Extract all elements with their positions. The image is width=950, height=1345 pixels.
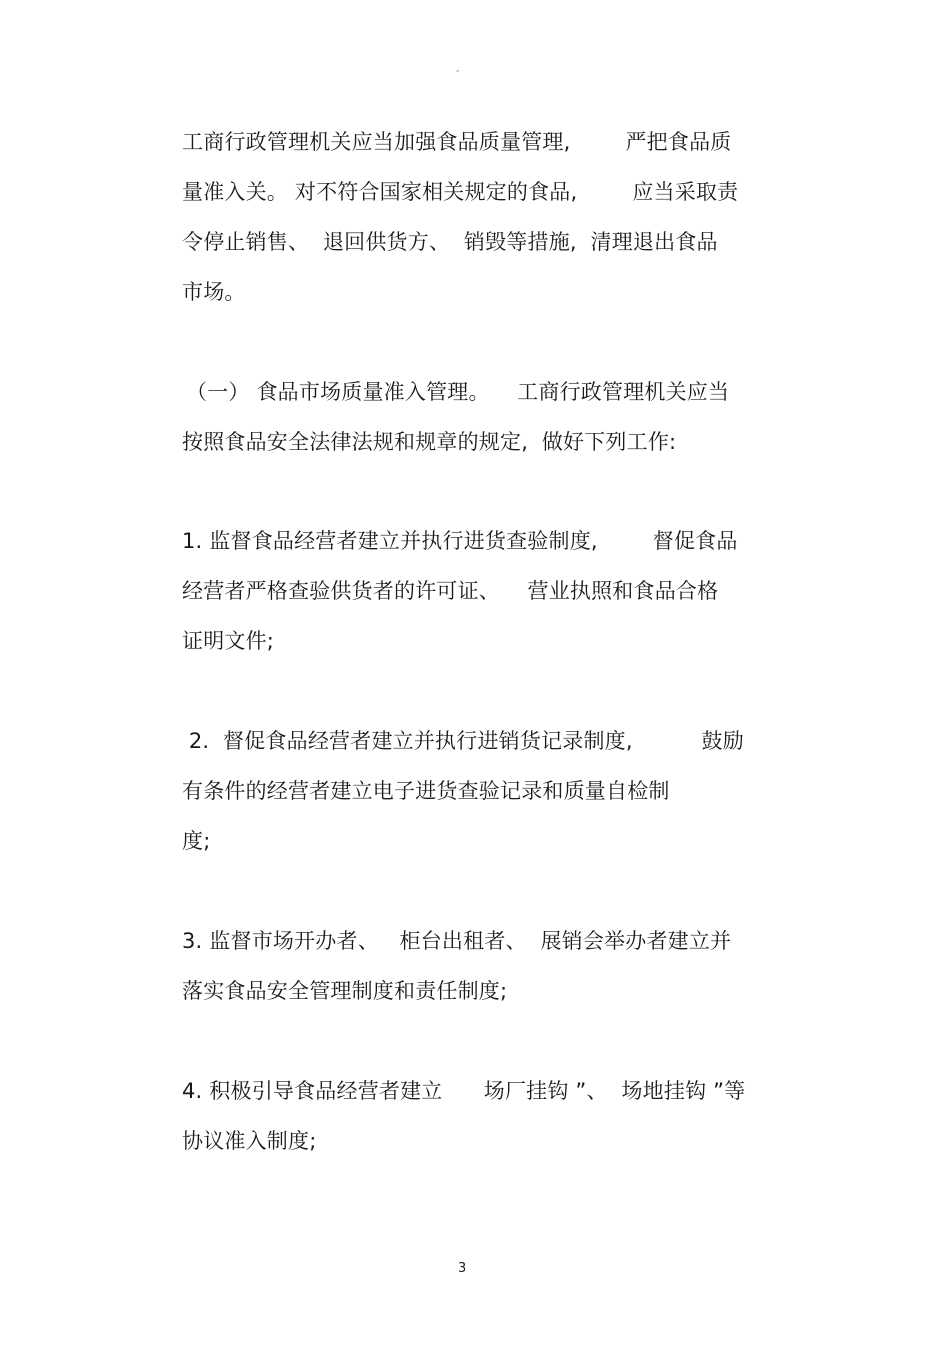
list-item-line: 3. 监督市场开办者、 柜台出租者、 展销会举办者建立并	[182, 929, 732, 953]
text-line: 工商行政管理机关应当加强食品质量管理, 严把食品质	[182, 130, 732, 154]
list-item-line: 1. 监督食品经营者建立并执行进货查验制度, 督促食品	[182, 529, 738, 553]
text-line: 市场。	[182, 280, 246, 304]
text-line: 协议准入制度;	[182, 1129, 317, 1153]
text-line: 有条件的经营者建立电子进货查验记录和质量自检制	[182, 779, 670, 803]
text-line: 令停止销售、 退回供货方、 销毁等措施, 清理退出食品	[182, 230, 718, 254]
list-item-line: 2. 督促食品经营者建立并执行进销货记录制度, 鼓励	[182, 729, 744, 753]
list-item-line: 4. 积极引导食品经营者建立 场厂挂钩 ”、 场地挂钩 ”等	[182, 1079, 746, 1103]
text-line: 量准入关。 对不符合国家相关规定的食品, 应当采取责	[182, 180, 739, 204]
page-number: 3	[458, 1261, 467, 1276]
text-line: 经营者严格查验供货者的许可证、 营业执照和食品合格	[182, 579, 719, 603]
section-heading-line: （一） 食品市场质量准入管理。 工商行政管理机关应当	[186, 380, 730, 404]
text-line: 度;	[182, 829, 211, 853]
header-mark: "	[456, 69, 460, 77]
text-line: 按照食品安全法律法规和规章的规定, 做好下列工作:	[182, 430, 677, 454]
text-line: 证明文件;	[182, 629, 275, 653]
text-line: 落实食品安全管理制度和责任制度;	[182, 979, 508, 1003]
